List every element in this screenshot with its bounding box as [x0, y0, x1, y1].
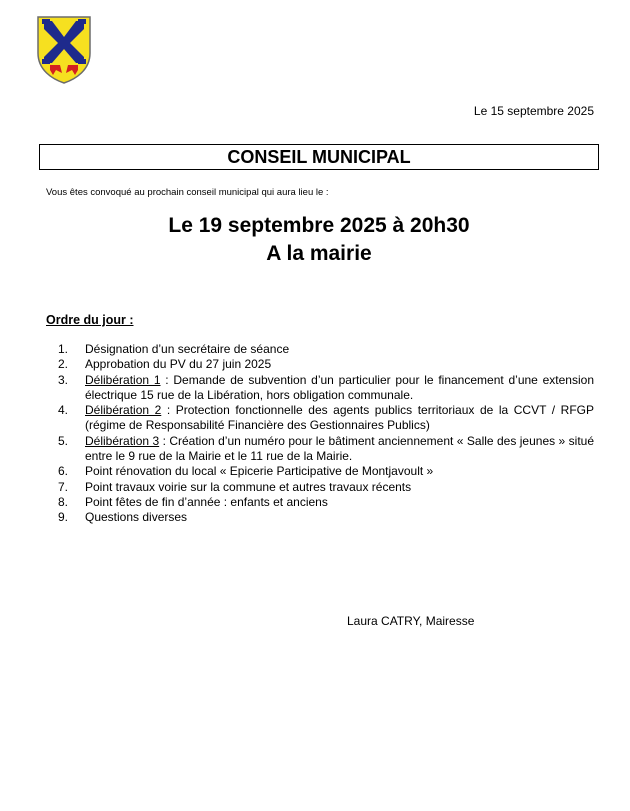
list-item — [46, 495, 594, 510]
item-number: 2. — [58, 357, 69, 372]
list-item — [46, 373, 594, 404]
list-item — [46, 510, 594, 525]
meeting-location: A la mairie — [266, 242, 372, 265]
item-text — [85, 373, 594, 404]
list-item — [46, 464, 594, 479]
deliberation-label: Délibération 3 — [85, 433, 160, 448]
item-number: 5. — [58, 433, 69, 448]
coat-of-arms-icon — [36, 15, 92, 85]
agenda-list — [46, 342, 594, 526]
page-title: CONSEIL MUNICIPAL — [39, 144, 599, 170]
item-label: : Demande de subvention d’un particulier pour le financement d’une extension électrique 15 rue de la Libération, hors obligation communale. — [85, 372, 594, 402]
deliberation-label: Délibération 1 — [85, 372, 161, 387]
meeting-date: Le 19 septembre 2025 à 20h30 — [168, 214, 470, 237]
item-text — [85, 480, 594, 495]
item-label: Point rénovation du local « Epicerie Participative de Montjavoult » — [85, 464, 434, 479]
meeting-info — [39, 212, 599, 268]
signature: Laura CATRY, Mairesse — [347, 614, 475, 628]
item-text — [85, 434, 594, 465]
item-text — [85, 495, 594, 510]
letter-date: Le 15 septembre 2025 — [473, 104, 594, 118]
item-label: : Création d’un numéro pour le bâtiment anciennement « Salle des jeunes » situé entre le 9 rue de la Mairie et le 11 rue de la Mairie. — [85, 433, 594, 464]
convocation-intro: Vous êtes convoqué au prochain conseil municipal qui aura lieu le : — [46, 187, 329, 198]
item-number: 3. — [58, 372, 69, 387]
item-label: Questions diverses — [85, 510, 188, 525]
item-label: Approbation du PV du 27 juin 2025 — [85, 357, 272, 372]
item-number: 8. — [58, 494, 69, 509]
item-number: 7. — [58, 479, 69, 494]
item-text — [85, 342, 594, 357]
list-item — [46, 403, 594, 434]
list-item — [46, 434, 594, 465]
list-item — [46, 342, 594, 357]
item-number: 6. — [58, 464, 69, 479]
item-number: 4. — [58, 403, 69, 418]
item-text — [85, 403, 594, 434]
list-item — [46, 480, 594, 495]
item-label: Point travaux voirie sur la commune et autres travaux récents — [85, 479, 412, 494]
item-text — [85, 357, 594, 372]
item-text — [85, 464, 594, 479]
list-item — [46, 357, 594, 372]
item-text — [85, 510, 594, 525]
item-label: Désignation d’un secrétaire de séance — [85, 342, 290, 356]
agenda-heading: Ordre du jour : — [46, 313, 134, 327]
item-label: Point fêtes de fin d’année : enfants et anciens — [85, 494, 328, 509]
item-number: 9. — [58, 510, 69, 525]
item-label: : Protection fonctionnelle des agents publics territoriaux de la CCVT / RFGP (régime de Responsabilité Financière des Gestionnaires Publics) — [85, 403, 594, 433]
item-number: 1. — [58, 342, 69, 356]
deliberation-label: Délibération 2 — [85, 403, 162, 418]
